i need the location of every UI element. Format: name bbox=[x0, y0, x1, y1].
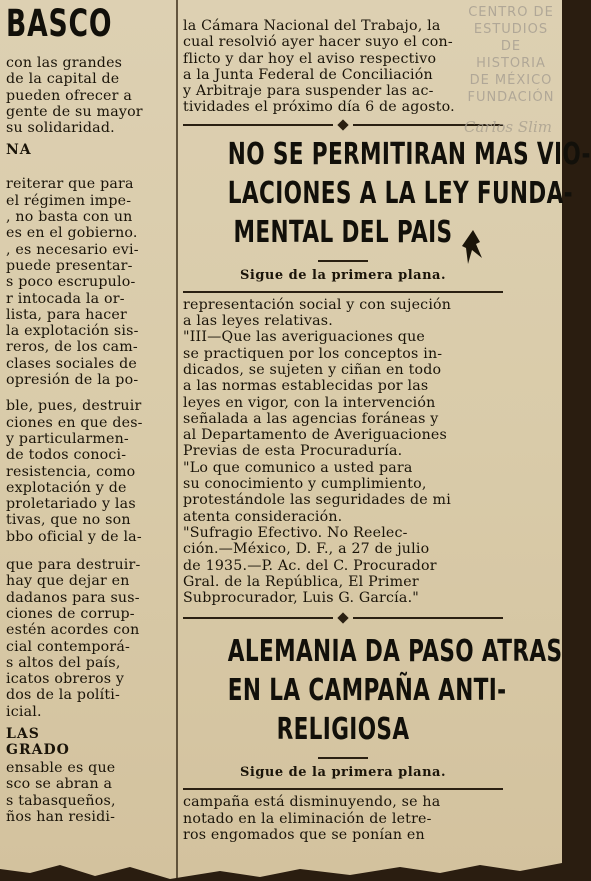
text-line: representación social y con sujeción bbox=[183, 296, 452, 313]
column-divider bbox=[176, 0, 178, 881]
headline-1 bbox=[183, 135, 591, 252]
full-rule-1 bbox=[183, 291, 503, 293]
text-line: tivas, que no son bbox=[6, 512, 131, 529]
text-line: a las leyes relativas. bbox=[183, 313, 333, 330]
text-line: ensable es que bbox=[6, 759, 116, 776]
short-rule-1 bbox=[318, 260, 368, 262]
text-line: r intocada la or- bbox=[6, 290, 125, 307]
ornament-rule-2 bbox=[183, 614, 503, 622]
text-line: leyes en vigor, con la intervención bbox=[183, 394, 436, 411]
text-line: ciones de corrup- bbox=[6, 605, 135, 622]
text-line: atenta consideración. bbox=[183, 508, 343, 525]
headline-line: LACIONES A LA LEY FUNDA- bbox=[227, 175, 573, 211]
text-line: ción.—México, D. F., a 27 de julio bbox=[183, 541, 430, 558]
left-block-e bbox=[0, 760, 174, 825]
headline-line: EN LA CAMPAÑA ANTI- bbox=[227, 673, 507, 709]
text-line: "Lo que comunico a usted para bbox=[183, 459, 413, 476]
text-line: ros engomados que se ponían en bbox=[183, 827, 425, 844]
text-line: campaña está disminuyendo, se ha bbox=[183, 794, 441, 811]
left-block-a bbox=[0, 55, 174, 136]
ornament-rule-1 bbox=[183, 121, 503, 129]
text-line: puede presentar- bbox=[6, 257, 133, 274]
text-line: "III—Que las averiguaciones que bbox=[183, 329, 426, 346]
left-block-d bbox=[0, 557, 174, 720]
continued-note-2: Sigue de la primera plana. bbox=[240, 765, 446, 781]
text-line: el régimen impe- bbox=[6, 192, 132, 209]
text-line: icatos obreros y bbox=[6, 671, 125, 688]
text-line: a la Junta Federal de Conciliación bbox=[183, 66, 433, 83]
text-line: s poco escrupulo- bbox=[6, 274, 136, 291]
text-line: con las grandes bbox=[6, 55, 123, 71]
masthead-fragment: BASCO bbox=[6, 2, 113, 45]
headline-2 bbox=[183, 632, 563, 749]
text-line: cial contemporá- bbox=[6, 638, 131, 655]
text-line: de todos conoci- bbox=[6, 447, 127, 464]
left-subheading-a: NA bbox=[6, 142, 32, 159]
short-rule-2 bbox=[318, 757, 368, 759]
text-line: reros, de los cam- bbox=[6, 339, 138, 356]
ink-mark-icon bbox=[460, 228, 486, 268]
text-line: clases sociales de bbox=[6, 355, 137, 372]
text-line: ños han residi- bbox=[6, 808, 116, 825]
headline-line: RELIGIOSA bbox=[276, 712, 410, 748]
left-column bbox=[0, 0, 174, 881]
text-line: su solidaridad. bbox=[6, 120, 115, 137]
text-line: pueden ofrecer a bbox=[6, 87, 133, 104]
text-line: al Departamento de Averiguaciones bbox=[183, 427, 448, 444]
text-line: explotación y de bbox=[6, 479, 127, 496]
text-line: Previas de esta Procuraduría. bbox=[183, 443, 403, 460]
right-top-text bbox=[183, 18, 503, 116]
text-line: cual resolvió ayer hacer suyo el con- bbox=[183, 34, 453, 51]
article-body bbox=[183, 297, 503, 607]
text-line: , es necesario evi- bbox=[6, 241, 139, 258]
text-line: protestándole las seguridades de mi bbox=[183, 492, 451, 509]
text-line: opresión de la po- bbox=[6, 372, 139, 389]
text-line: Subprocurador, Luis G. García." bbox=[183, 590, 420, 607]
text-line: proletariado y las bbox=[6, 496, 136, 513]
stamp-line: DE HISTORIA bbox=[476, 39, 546, 71]
text-line: dos de la políti- bbox=[6, 687, 121, 704]
text-line: sco se abran a bbox=[6, 776, 113, 793]
text-line: ciones en que des- bbox=[6, 414, 143, 431]
left-subheading-b2: GRADO bbox=[6, 741, 70, 758]
text-line: Gral. de la República, El Primer bbox=[183, 573, 419, 590]
text-line: flicto y dar hoy el aviso respectivo bbox=[183, 50, 437, 67]
text-line: estén acordes con bbox=[6, 622, 140, 639]
text-line: icial. bbox=[6, 703, 42, 720]
text-line: lista, para hacer bbox=[6, 306, 127, 323]
text-line: , no basta con un bbox=[6, 209, 133, 226]
text-line: de la capital de bbox=[6, 71, 120, 88]
text-line: ble, pues, destruir bbox=[6, 398, 142, 415]
text-line: de 1935.—P. Ac. del C. Procurador bbox=[183, 557, 437, 574]
text-line: resistencia, como bbox=[6, 463, 136, 480]
continued-note-1: Sigue de la primera plana. bbox=[240, 267, 446, 283]
headline-line: NO SE PERMITIRAN MAS VIO- bbox=[227, 136, 591, 172]
text-line: tividades el próximo día 6 de agosto. bbox=[183, 99, 455, 116]
text-line: se practiquen por los conceptos in- bbox=[183, 345, 443, 362]
stamp-line: CENTRO DE bbox=[468, 5, 554, 20]
archive-stamp bbox=[466, 4, 556, 106]
left-block-b bbox=[0, 176, 174, 388]
text-line: reiterar que para bbox=[6, 176, 134, 193]
text-line: s altos del país, bbox=[6, 654, 121, 671]
stamp-line: DE MÉXICO bbox=[469, 73, 553, 88]
headline-line: MENTAL DEL PAIS bbox=[233, 214, 453, 250]
text-line: y Arbitraje para suspender las ac- bbox=[183, 83, 434, 100]
stamp-line: ESTUDIOS bbox=[473, 22, 549, 37]
text-line: "Sufragio Efectivo. No Reelec- bbox=[183, 524, 408, 541]
left-subheading-b1: LAS bbox=[6, 725, 40, 742]
handwritten-signature: Carlos Slim bbox=[464, 118, 552, 136]
full-rule-2 bbox=[183, 788, 503, 790]
torn-bottom-edge bbox=[0, 821, 562, 881]
text-line: es en el gobierno. bbox=[6, 225, 138, 242]
headline-line: ALEMANIA DA PASO ATRAS bbox=[227, 634, 563, 670]
text-line: dicados, se sujeten y ciñan en todo bbox=[183, 361, 442, 378]
text-line: bbo oficial y de la- bbox=[6, 528, 142, 545]
text-line: y particularmen- bbox=[6, 430, 129, 447]
text-line: s tabasqueños, bbox=[6, 792, 116, 809]
text-line: gente de su mayor bbox=[6, 103, 143, 120]
text-line: señalada a las agencias foráneas y bbox=[183, 410, 439, 427]
text-line: que para destruir- bbox=[6, 557, 141, 574]
text-line: la explotación sis- bbox=[6, 323, 139, 340]
text-line: su conocimiento y cumplimiento, bbox=[183, 476, 427, 493]
text-line: dadanos para sus- bbox=[6, 589, 140, 606]
left-block-c bbox=[0, 398, 174, 545]
text-line: a las normas establecidas por las bbox=[183, 378, 429, 395]
text-line: notado en la eliminación de letre- bbox=[183, 810, 432, 827]
text-line: hay que dejar en bbox=[6, 573, 130, 590]
text-line: la Cámara Nacional del Trabajo, la bbox=[183, 18, 441, 34]
stamp-line: FUNDACIÓN bbox=[467, 90, 555, 105]
